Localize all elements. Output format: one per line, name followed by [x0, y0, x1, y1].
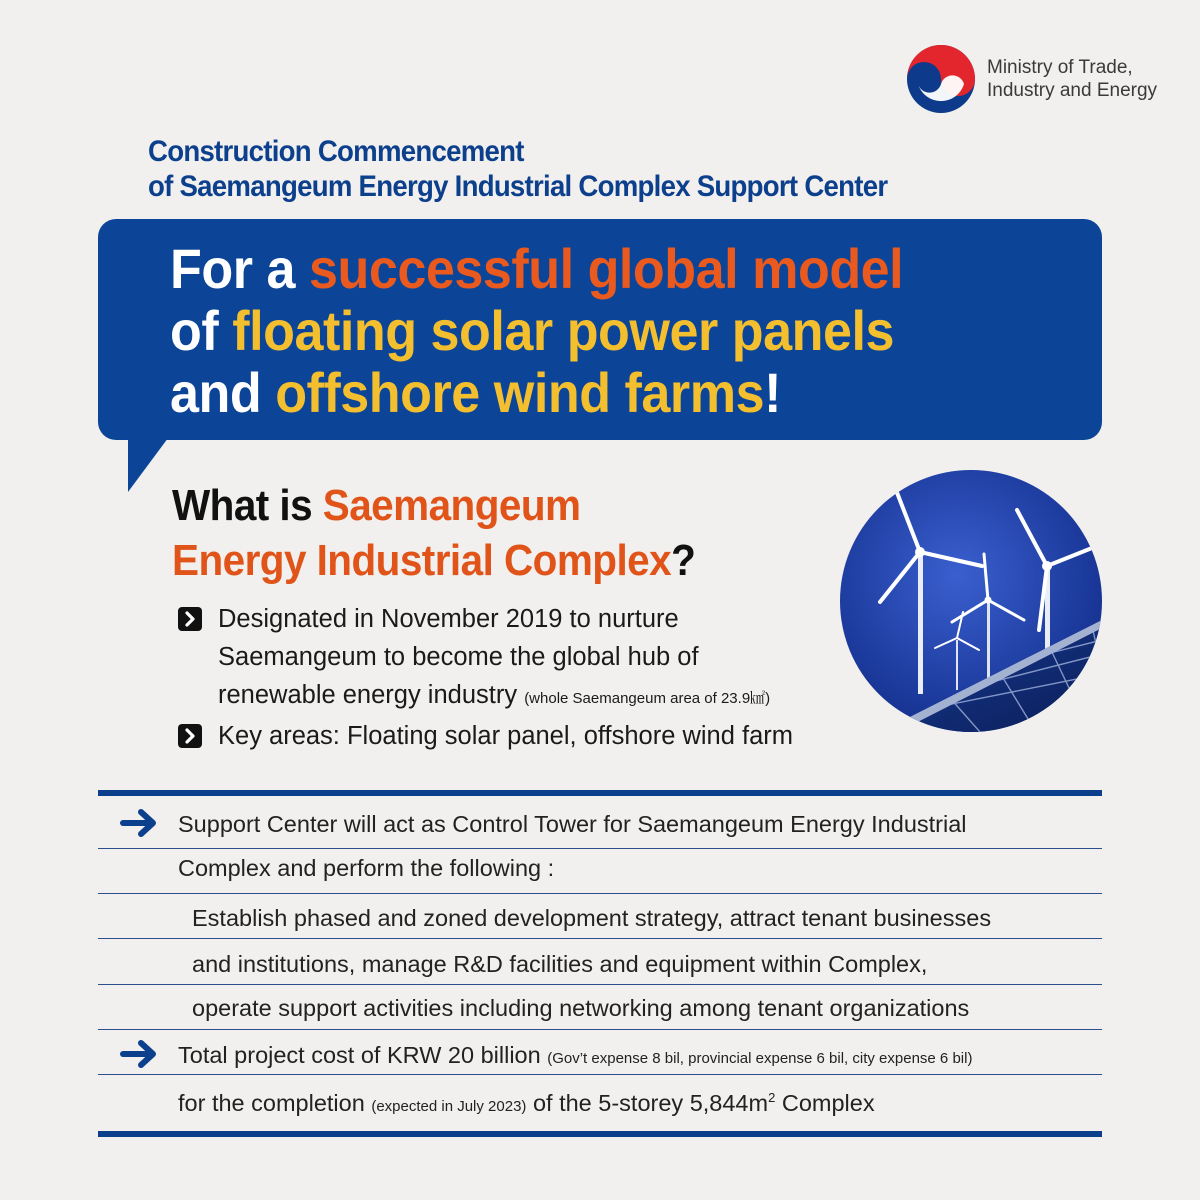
row-divider [98, 1029, 1102, 1030]
headline-highlight: successful global model [309, 237, 904, 300]
project-cost-text: Total project cost of KRW 20 billion [178, 1042, 541, 1068]
completion-text: Complex [775, 1090, 875, 1116]
superscript: 2 [768, 1090, 776, 1105]
row-divider [98, 938, 1102, 939]
bullet-text: renewable energy industry [218, 681, 518, 709]
heading-highlight: Energy Industrial Complex [172, 536, 672, 585]
arrow-right-icon [120, 1039, 160, 1069]
support-row-4: and institutions, manage R&D facilities and equipment within Complex, [192, 951, 928, 977]
wind-solar-photo [840, 470, 1102, 732]
bullet-text: Designated in November 2019 to nurture [218, 605, 679, 633]
section-divider [98, 790, 1102, 796]
section-heading-line1 [172, 478, 695, 533]
project-cost-note: (Gov’t expense 8 bil, provincial expense 6 bil, city expense 6 bil) [547, 1050, 973, 1067]
bullet-key-areas: Key areas: Floating solar panel, offshore wind farm [218, 722, 793, 750]
row-divider [98, 984, 1102, 985]
bullet-designation [218, 600, 770, 718]
support-row-6 [178, 1040, 972, 1074]
arrow-right-icon [120, 808, 160, 838]
headline-line2 [170, 300, 903, 362]
bullet-note: (whole Saemangeum area of 23.9㎢) [524, 690, 771, 707]
row-divider [98, 1074, 1102, 1075]
support-row-1: Support Center will act as Control Tower for Saemangeum Energy Industrial [178, 811, 967, 837]
ministry-name-line1: Ministry of Trade, [987, 57, 1133, 78]
bubble-tail [128, 430, 174, 492]
headline-highlight: offshore wind farms [275, 361, 765, 424]
section-heading [172, 478, 695, 588]
headline [170, 238, 903, 424]
support-row-2: Complex and perform the following : [178, 855, 555, 881]
completion-note: (expected in July 2023) [371, 1098, 527, 1115]
bullet-text: Saemangeum to become the global hub of [218, 643, 699, 671]
support-row-3: Establish phased and zoned development strategy, attract tenant businesses [192, 905, 992, 931]
support-row-7 [178, 1083, 875, 1122]
chevron-right-icon [178, 724, 202, 748]
headline-text: and [170, 361, 276, 424]
page-subtitle [148, 134, 887, 204]
section-heading-line2 [172, 533, 695, 588]
ministry-name [987, 56, 1157, 102]
subtitle-line1: Construction Commencement [148, 135, 524, 168]
heading-text: ? [671, 536, 696, 585]
headline-highlight: floating solar power panels [232, 299, 894, 362]
ministry-name-line2: Industry and Energy [987, 80, 1158, 101]
subtitle-line2: of Saemangeum Energy Industrial Complex Support Center [148, 170, 888, 203]
support-row-5: operate support activities including networking among tenant organizations [192, 995, 970, 1021]
headline-text: For a [170, 237, 310, 300]
taegeuk-emblem-icon [906, 44, 976, 114]
heading-text: What is [172, 481, 323, 530]
headline-text: ! [764, 361, 781, 424]
headline-line1 [170, 238, 903, 300]
headline-text: of [170, 299, 233, 362]
chevron-right-icon [178, 607, 202, 631]
bullet-text [218, 676, 770, 718]
heading-highlight: Saemangeum [322, 481, 581, 530]
completion-text: for the completion [178, 1090, 365, 1116]
row-divider [98, 848, 1102, 849]
section-divider [98, 1131, 1102, 1137]
completion-text: of the 5-storey 5,844m [532, 1090, 769, 1116]
headline-line3 [170, 362, 903, 424]
row-divider [98, 893, 1102, 894]
